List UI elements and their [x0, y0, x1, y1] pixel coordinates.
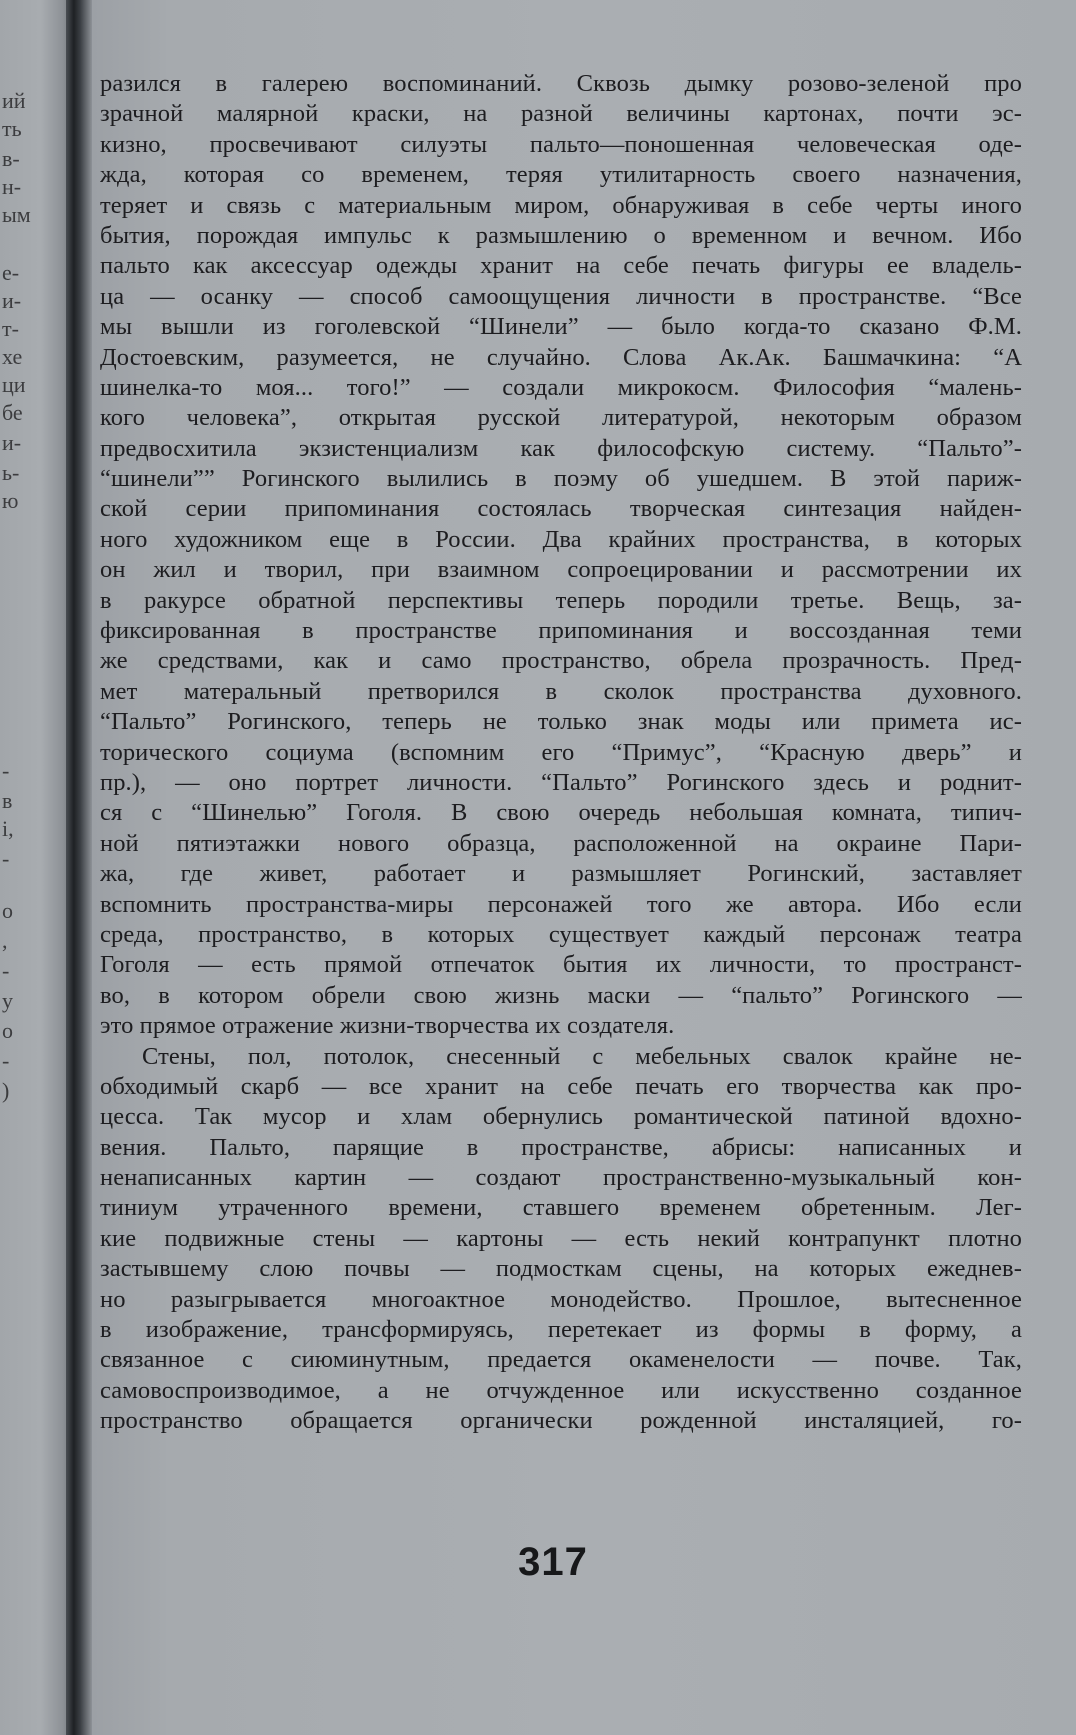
book-page [92, 0, 1076, 1735]
left-page-fragment: о [2, 1018, 13, 1043]
text-line: Стены, пол, потолок, снесенный с мебельных свалок крайне не- [142, 1042, 1022, 1070]
text-line: кизно, просвечивают силуэты пальто—поношенная человеческая оде- [100, 130, 1022, 158]
text-line: пальто как аксессуар одежды хранит на себе печать фигуры ее владель- [100, 252, 1022, 280]
body-text [100, 69, 1022, 1437]
text-line: Гоголя — есть прямой отпечаток бытия их личности, то пространст- [100, 951, 1022, 979]
left-page-fragment: бе [2, 400, 23, 425]
left-page-fragment: о [2, 898, 13, 923]
text-line: ца — осанку — способ самоощущения личности в пространстве. “Все [100, 282, 1022, 310]
text-line: цесса. Так мусор и хлам обернулись романтической патиной вдохно- [100, 1103, 1022, 1131]
left-page-fragment: і, [2, 816, 14, 841]
text-line: фиксированная в пространстве припоминания и воссозданная теми [100, 617, 1022, 645]
text-line: “Пальто” Рогинского, теперь не только знак моды или примета ис- [100, 708, 1022, 736]
text-line: пространство обращается органически рожденной инсталяцией, го- [100, 1407, 1022, 1435]
text-line: шинелка-то моя... того!” — создали микрокосм. Философия “малень- [100, 373, 1022, 401]
left-page-fragment: ий [2, 88, 26, 113]
left-page-fragment: ци [2, 372, 26, 397]
text-line: мы вышли из гоголевской “Шинели” — было когда-то сказано Ф.М. [100, 313, 1022, 341]
text-line: торического социума (вспомним его “Примус”, “Красную дверь” и [100, 738, 1022, 766]
left-page-fragment: у [2, 988, 13, 1013]
previous-page-edge [0, 0, 74, 1735]
text-line: это прямое отражение жизни-творчества их создателя. [100, 1012, 675, 1040]
text-line: в изображение, трансформируясь, перетекает из формы в форму, а [100, 1316, 1022, 1344]
left-page-fragment: в [2, 788, 13, 813]
left-page-fragment: в- [2, 146, 20, 171]
text-line: ной пятиэтажки нового образца, расположенной на окраине Пари- [100, 829, 1022, 857]
text-line: пр.), — оно портрет личности. “Пальто” Рогинского здесь и роднит- [100, 768, 1022, 796]
left-page-fragment: ) [2, 1078, 10, 1103]
left-page-fragment: - [2, 958, 10, 983]
left-page-fragment: - [2, 758, 10, 783]
text-line: во, в котором обрели свою жизнь маски — “пальто” Рогинского — [100, 981, 1022, 1009]
text-line: связанное с сиюминутным, предается окаменелости — почве. Так, [100, 1346, 1022, 1374]
text-line: предвосхитила экзистенциализм как философскую систему. “Пальто”- [100, 434, 1022, 462]
text-line: разился в галерею воспоминаний. Сквозь дымку розово-зеленой про [100, 70, 1022, 97]
text-line: ской серии припоминания состоялась творческая синтезация найден- [100, 495, 1022, 523]
text-line: ного художником еще в России. Два крайних пространства, в которых [100, 525, 1022, 553]
text-line: жа, где живет, работает и размышляет Рогинский, заставляет [100, 860, 1022, 888]
text-line: ненаписанных картин — создают пространственно-музыкальный кон- [100, 1164, 1022, 1192]
text-line: бытия, порождая импульс к размышлению о временном и вечном. Ибо [100, 221, 1022, 249]
text-line: кие подвижные стены — картоны — есть некий контрапункт плотно [100, 1224, 1022, 1252]
left-page-fragment: т- [2, 316, 19, 341]
text-line: ся с “Шинелью” Гоголя. В свою очередь небольшая комната, типич- [100, 799, 1022, 827]
text-line: кого человека”, открытая русской литературой, некоторым образом [100, 404, 1022, 432]
text-line: мет матеральный претворился в сколок пространства духовного. [100, 677, 1022, 705]
left-page-fragment: е- [2, 260, 20, 285]
text-line: “шинели”” Рогинского вылились в поэму об ушедшем. В этой париж- [100, 465, 1022, 493]
book-gutter [66, 0, 92, 1735]
left-page-fragment: и- [2, 288, 22, 313]
left-page-fragment: ю [2, 488, 19, 513]
text-line: он жил и творил, при взаимном сопроецировании и рассмотрении их [100, 556, 1022, 584]
text-line: вения. Пальто, парящие в пространстве, абрисы: написанных и [100, 1133, 1022, 1161]
left-page-fragment: и- [2, 430, 22, 455]
text-line: застывшему слою почвы — подмосткам сцены, на которых ежеднев- [100, 1255, 1022, 1283]
text-line: обходимый скарб — все хранит на себе печать его творчества как про- [100, 1072, 1022, 1100]
text-line: жда, которая со временем, теряя утилитарность своего назначения, [100, 161, 1022, 189]
left-page-fragment: ь- [2, 460, 20, 485]
left-page-fragment: ым [2, 202, 31, 227]
text-line: же средствами, как и само пространство, обрела прозрачность. Пред- [100, 647, 1022, 675]
text-line: вспомнить пространства-миры персонажей того же автора. Ибо если [100, 890, 1022, 918]
left-page-fragment: , [2, 928, 8, 953]
left-page-fragment: ть [2, 116, 22, 141]
page-number: 317 [518, 1540, 588, 1584]
left-page-fragment: хе [2, 344, 23, 369]
text-line: тиниум утраченного времени, ставшего временем обретенным. Лег- [100, 1194, 1022, 1222]
text-line: в ракурсе обратной перспективы теперь породили третье. Вещь, за- [100, 586, 1022, 614]
text-line: зрачной малярной краски, на разной величины картонах, почти эс- [100, 100, 1022, 128]
text-line: среда, пространство, в которых существует каждый персонаж театра [100, 920, 1022, 948]
left-page-fragment: - [2, 846, 10, 871]
text-line: теряет и связь с материальным миром, обнаруживая в себе черты иного [100, 191, 1022, 219]
text-line: самовоспроизводимое, а не отчужденное или искусственно созданное [100, 1376, 1022, 1404]
text-line: Достоевским, разумеется, не случайно. Слова Ак.Ак. Башмачкина: “А [100, 343, 1022, 371]
left-page-fragment: - [2, 1048, 10, 1073]
text-line: но разыгрывается многоактное монодейство. Прошлое, вытесненное [100, 1285, 1022, 1313]
left-page-fragment: н- [2, 174, 22, 199]
